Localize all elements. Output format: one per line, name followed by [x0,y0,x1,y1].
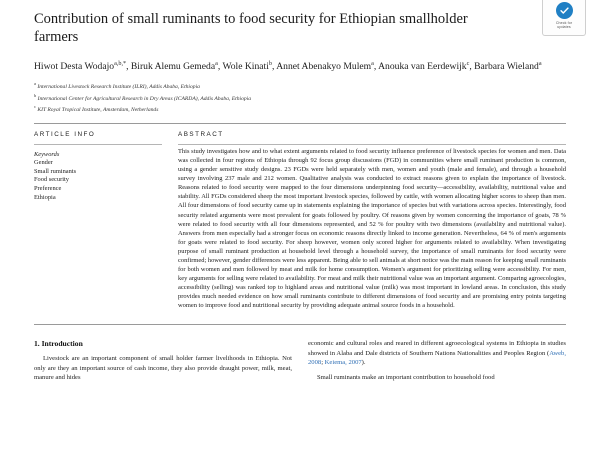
section-heading-introduction: 1. Introduction [34,339,83,349]
page-title [34,10,518,46]
author-marks: a [371,60,374,67]
author-name: Wole Kinati [222,61,269,73]
crossmark-icon [556,2,573,19]
article-info-heading: ARTICLE INFO [34,131,96,139]
keywords-heading: Keywords [34,151,60,159]
affiliation-item [34,103,566,114]
body-text-pre: economic and cultural roles and reared in different agroecological systems in Ethiopia in studies showed in Alaba and Dale districts of Southern Nations Nationalities and Peoples Region ( [308,340,566,357]
body-paragraph: Small ruminants make an important contribution to household food [317,374,495,382]
author-item[interactable] [222,61,271,72]
affiliation-mark: c [34,103,36,109]
author-name: Anouka van Eerdewijk [378,61,467,73]
article-info-column [34,124,174,316]
body-text-post: ). [361,358,366,366]
affiliation-list [34,80,566,114]
affiliation-text: KIT Royal Tropical Institute, Amsterdam, Netherlands [37,106,159,113]
title-line-2: farmers [34,29,79,45]
keyword-item: Food security [34,176,69,184]
body-column-left [34,339,292,388]
crossmark-badge[interactable] [542,0,586,36]
citation-link[interactable]: Aweb, 2008 [308,349,566,366]
author-marks: b [268,60,272,67]
affiliation-text: International Center for Agricultural Research in Dry Areas (ICARDA), Addis Ababa, Ethiopia [37,95,252,102]
info-abstract-section [34,124,566,316]
body-paragraph: Livestock are an important component of small holder farmer livelihoods in Ethiopia. Not only are they an important source of cash income, they also provide draught power, milk, meat, manure and hides [34,355,292,381]
affiliation-mark: b [34,92,37,98]
author-item[interactable] [34,61,126,72]
keyword-item: Gender [34,159,53,167]
divider-abstract [178,144,566,145]
body-column-right [308,339,566,388]
author-marks: c [466,60,470,67]
keywords-list [34,159,162,202]
author-marks: a,b,* [114,60,127,67]
author-name: Annet Abenakyo Mulem [276,61,372,73]
keyword-item: Small ruminants [34,167,77,175]
author-item[interactable] [378,61,469,72]
body-text-mid: ; [321,358,325,366]
author-name: Biruk Alemu Gemeda [130,61,216,73]
affiliation-text: International Livestock Research Institute (ILRI), Addis Ababa, Ethiopia [37,84,200,91]
crossmark-label [556,21,572,30]
author-marks: a [538,60,542,67]
author-item[interactable] [474,61,541,72]
keyword-item: Ethiopia [34,193,56,201]
author-item[interactable] [276,61,374,72]
abstract-column [174,124,566,316]
keyword-item: Preference [34,184,62,192]
body-paragraph [308,339,566,367]
title-line-1: Contribution of small ruminants to food security for Ethiopian smallholder [34,11,468,27]
author-marks: a [215,60,218,67]
author-name: Hiwot Desta Wodajo [34,61,115,73]
affiliation-item [34,92,566,103]
abstract-heading: ABSTRACT [178,131,224,139]
crossmark-line1: Check for [555,20,573,25]
crossmark-line2: updates [557,24,571,29]
author-name: Barbara Wieland [474,61,539,73]
divider-below-abstract [34,324,566,325]
affiliation-mark: a [34,81,36,87]
body-columns [34,339,566,388]
abstract-text: This study investigates how and to what extent arguments related to food security influence preference of livestock species for women and men. Data was collected in four regions of Ethiopia through 92 focus group discussions (FGD) in communities where small ruminant production is common, using a gender sensitive study designs. 23 FGDs were held separately with men, women and youth (male and female), and through a household survey involving 237 male and 212 women. Qualitative analysis was conducted to extract reasons given to explain the importance of livestock. Reasons related to food security were mapped to the four dimensions underpinning food security—accessibility, availability, nutritional value and stability. All FGDs considered sheep the most important livestock species, followed by cattle, with women allocating higher scores to sheep than men. All four dimensions of food security came up in statements explaining the importance of species but with variations across species. Interestingly, food security related arguments were most prevalent for goats followed by poultry. Of reasons given by women concerning the importance of goats, 78 % were related to food security with all four dimensions represented, and 52 % for poultry with two dimensions (availability and nutritional value). Answers from men especially had a stronger focus on economic reasons directly linked to income generation. Nevertheless, 64 % of men's arguments for goats were related to food security. For sheep however, women only scored higher for arguments related to availability. When investigating purpose of small ruminant production at household level through a household survey, the importance of small ruminants for food security were confirmed; however, gender differences were less apparent. Being able to sell animals at short notice was the main reason for keeping small ruminants for both women and men followed by meat and milk for home consumption. Women's argument for prioritizing selling were accessibility. For men, key arguments for selling were related to availability. For meat and milk their nutritional value was an important argument. Comparing agroecologies, accessibility (selling) was ranked top to highland areas and nutritional value (milk) was most important in lowland areas. In conclusion, this study provides much needed evidence on how small ruminants contribute to different dimensions of food security and are promising entry points targeting women to improve food and nutritional security by providing adequate animal source foods in a household. [178,148,566,309]
author-list: Hiwot Desta Wodajo$^{a,b,*}$, Biruk Alemu Gemeda$^a$, Wole Kinati$^b$, Annet Abenakyo Mulem$^a$, Anouka van Eerdewijk$^c$, Barbara Wieland$^a$ [34,60,542,73]
author-item[interactable] [131,61,218,72]
citation-link[interactable]: Keiema, 2007 [324,358,362,366]
divider-article-info [34,144,162,145]
affiliation-item [34,80,566,91]
